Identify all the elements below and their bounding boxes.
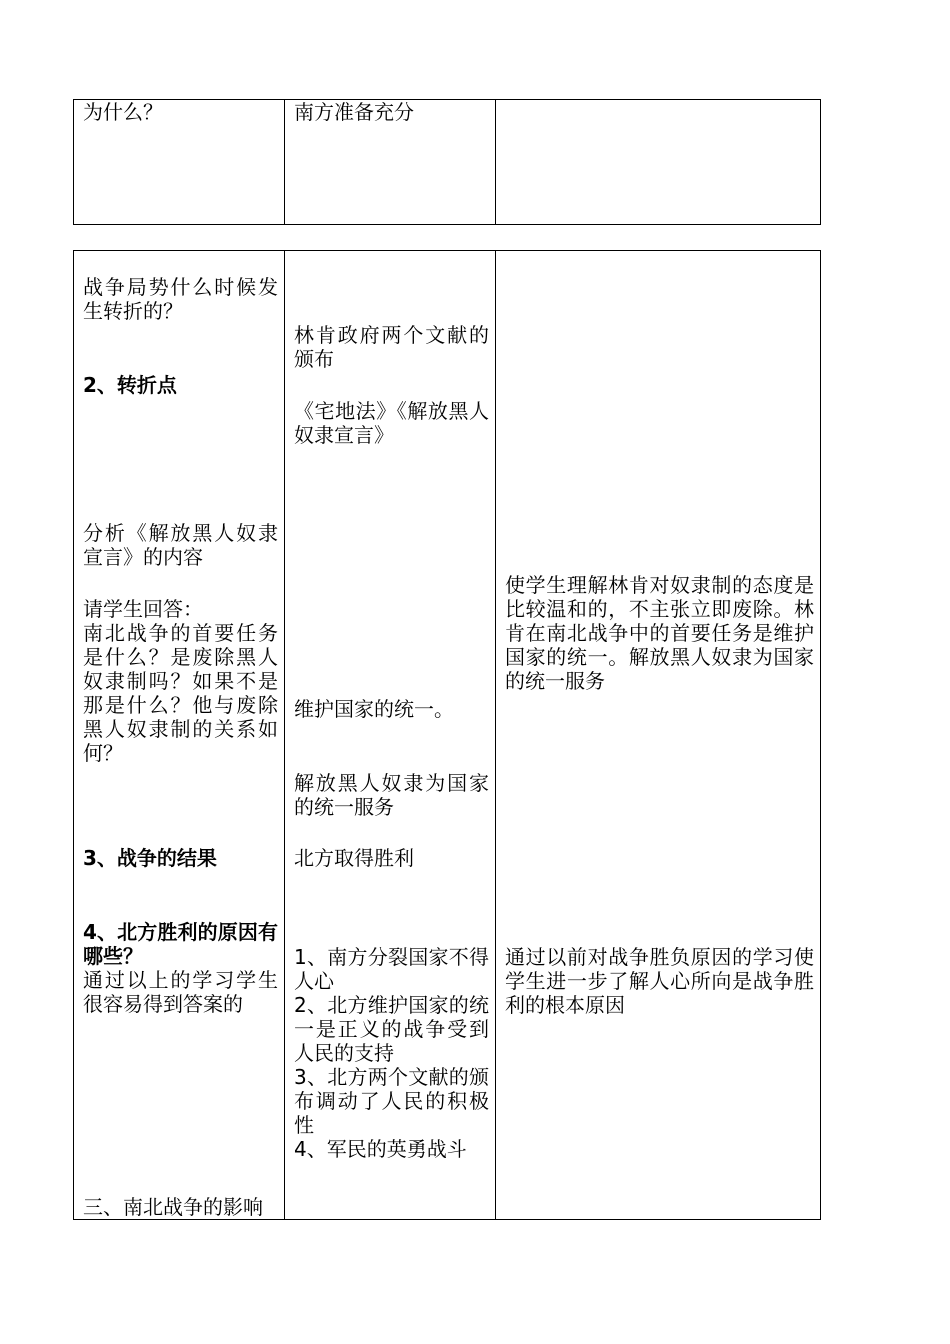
table-cell-answers bbox=[285, 251, 496, 1220]
goal-lincoln-attitude: 使学生理解林肯对奴隶制的态度是比较温和的，不主张立即废除。林肯在南北战争中的首要任务是维护国家的统一。解放黑人奴隶为国家的统一服务 bbox=[505, 573, 814, 693]
turning-question: 战争局势什么时候发生转折的？ bbox=[83, 275, 278, 323]
document-names: 《宅地法》《解放黑人奴隶宣言》 bbox=[294, 399, 489, 447]
table-cell-goals bbox=[496, 251, 821, 1220]
reason-4: 4、军民的英勇战斗 bbox=[294, 1137, 467, 1161]
table-cell-question bbox=[74, 100, 285, 225]
lesson-table-main bbox=[73, 250, 821, 1220]
question-text: 为什么？ bbox=[83, 100, 163, 124]
answer-text: 南方准备充分 bbox=[294, 100, 414, 124]
table-row bbox=[74, 100, 821, 225]
ask-students-label: 请学生回答： bbox=[83, 597, 203, 621]
ask-students-question: 南北战争的首要任务是什么？是废除黑人奴隶制吗？如果不是那是什么？他与废除黑人奴隶制的关系如何？ bbox=[83, 621, 278, 765]
influence-heading: 三、南北战争的影响 bbox=[83, 1195, 263, 1219]
result-heading: 3、战争的结果 bbox=[83, 846, 217, 870]
reason-1: 1、南方分裂国家不得人心 bbox=[294, 945, 489, 993]
goal-popular-support: 通过以前对战争胜负原因的学习使学生进一步了解人心所向是战争胜利的根本原因 bbox=[505, 945, 814, 1017]
reasons-note: 通过以上的学习学生很容易得到答案的 bbox=[83, 968, 278, 1016]
table-cell-questions bbox=[74, 251, 285, 1220]
documents-issued: 林肯政府两个文献的颁布 bbox=[294, 323, 489, 371]
north-victory: 北方取得胜利 bbox=[294, 846, 414, 870]
table-row bbox=[74, 251, 821, 1220]
table-cell-goal bbox=[496, 100, 821, 225]
turning-point-heading: 2、转折点 bbox=[83, 373, 177, 397]
table-cell-answer bbox=[285, 100, 496, 225]
reasons-heading: 4、北方胜利的原因有哪些？ bbox=[83, 920, 278, 968]
reason-3: 3、北方两个文献的颁布调动了人民的积极性 bbox=[294, 1065, 489, 1137]
reason-2: 2、北方维护国家的统一是正义的战争受到人民的支持 bbox=[294, 993, 489, 1065]
liberation-serves-unity: 解放黑人奴隶为国家的统一服务 bbox=[294, 771, 489, 819]
lesson-table-top bbox=[73, 99, 821, 225]
analyze-proclamation: 分析《解放黑人奴隶宣言》的内容 bbox=[83, 521, 278, 569]
national-unity: 维护国家的统一。 bbox=[294, 697, 454, 721]
